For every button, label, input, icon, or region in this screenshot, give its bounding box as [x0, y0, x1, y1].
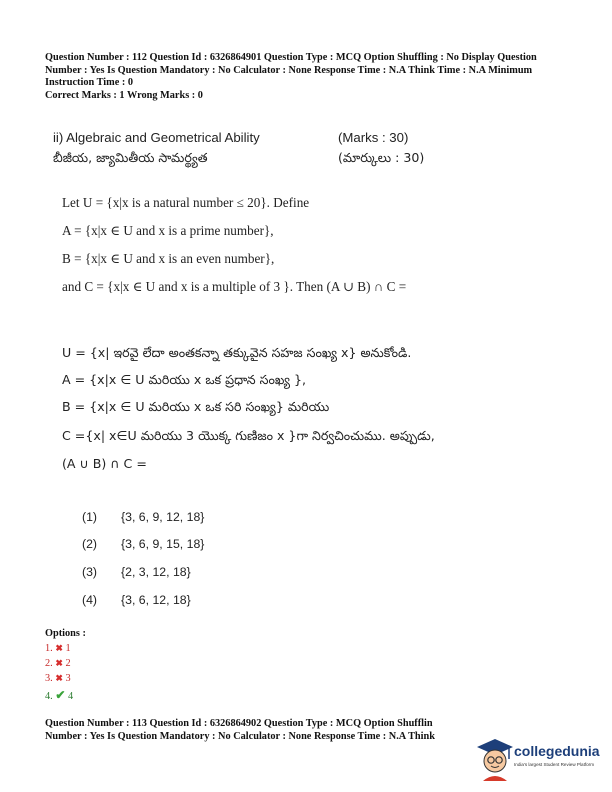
section-title-en: ii) Algebraic and Geometrical Ability — [53, 130, 260, 145]
student-mascot-icon — [473, 733, 517, 781]
options-label: Options : — [45, 628, 86, 639]
logo-name: collegedunia — [514, 743, 600, 759]
choice-number: (4) — [82, 593, 98, 607]
cross-icon: ✖ — [55, 658, 63, 668]
question-te-line-2: A = {x|x ∈ U మరియు x ఒక ప్రధాన సంఖ్య }, — [62, 372, 307, 387]
choice-number: (3) — [82, 565, 98, 579]
question-line-1: Let U = {x|x is a natural number ≤ 20}. Define — [62, 195, 310, 210]
question-te-line-3: B = {x|x ∈ U మరియు x ఒక సరి సంఖ్య} మరియు — [62, 399, 330, 414]
choice-number: (1) — [82, 510, 98, 524]
option-index: 3. — [45, 673, 53, 684]
question-te-line-5: (A ∪ B) ∩ C = — [62, 456, 147, 471]
logo-tagline: India's largest Student Review Platform — [514, 762, 595, 767]
marks-line: Correct Marks : 1 Wrong Marks : 0 — [45, 89, 203, 101]
option-index: 4. — [45, 691, 53, 702]
choice-text: {3, 6, 9, 15, 18} — [121, 537, 205, 551]
question-meta-line: Question Number : 112 Question Id : 6326864901 Question Type : MCQ Option Shuffling : No Display Question Number : Yes Is Question Mandatory : No Calculator : None Response Time : N.A Think Time : N.A Minimum Instruction Time : 0 — [45, 52, 537, 89]
next-question-meta-line-1: Question Number : 113 Question Id : 6326864902 Question Type : MCQ Option Shufflin — [45, 718, 433, 729]
question-te-line-4: C ={x| x∈U మరియు 3 యొక్క గుణిజం x }గా నిర్వచించుము. అప్పుడు, — [62, 428, 435, 443]
option-value: 3 — [65, 673, 71, 684]
section-marks-en: (Marks : 30) — [338, 130, 409, 145]
option-index: 1. — [45, 643, 53, 654]
question-line-3: B = {x|x ∈ U and x is an even number}, — [62, 251, 275, 266]
option-item — [45, 673, 71, 684]
choice-text: {3, 6, 9, 12, 18} — [121, 510, 205, 524]
cross-icon: ✖ — [55, 643, 63, 653]
question-line-4: and C = {x|x ∈ U and x is a multiple of 3 }. Then (A ∪ B) ∩ C = — [62, 279, 407, 294]
cross-icon: ✖ — [55, 673, 63, 683]
question-meta — [45, 52, 573, 102]
check-icon: ✔ — [55, 688, 66, 702]
option-item — [45, 658, 71, 669]
question-line-2: A = {x|x ∈ U and x is a prime number}, — [62, 223, 274, 238]
option-value: 2 — [65, 658, 71, 669]
choice-text: {2, 3, 12, 18} — [121, 565, 191, 579]
section-title-te: బీజీయ, జ్యామితీయ సామర్థ్యత — [53, 150, 208, 165]
option-value: 1 — [65, 643, 71, 654]
choice-text: {3, 6, 12, 18} — [121, 593, 191, 607]
option-item — [45, 688, 73, 703]
choice-number: (2) — [82, 537, 98, 551]
section-marks-te: (మార్కులు : 30) — [338, 150, 425, 165]
option-index: 2. — [45, 658, 53, 669]
question-te-line-1: U = {x| ఇరవై లేదా అంతకన్నా తక్కువైన సహజ సంఖ్య x} అనుకోండి. — [62, 345, 412, 360]
next-question-meta-line-2: Number : Yes Is Question Mandatory : No Calculator : None Response Time : N.A Think — [45, 730, 435, 742]
option-value: 4 — [67, 691, 74, 702]
option-item — [45, 643, 71, 654]
